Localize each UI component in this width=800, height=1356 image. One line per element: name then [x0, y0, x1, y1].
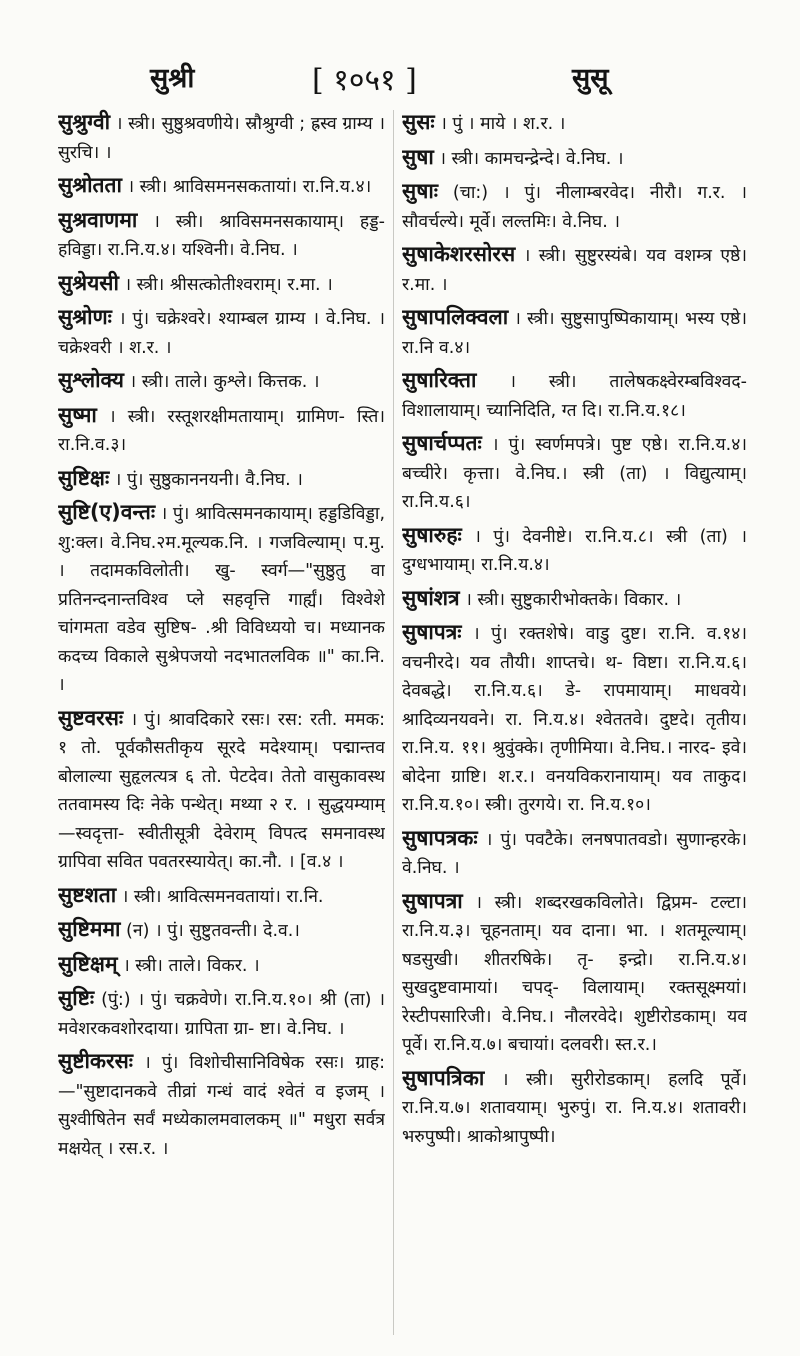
entry-headword: सुषापत्रकः	[402, 825, 478, 850]
entry-definition: । स्त्री। सुष्टुसापुष्पिकायाम्। भस्य एष्ठे। रा.नि व.४।	[402, 309, 747, 358]
entry-definition: । स्त्री। ताले। कुश्ले। कित्तक. ।	[129, 372, 320, 392]
entry-headword: सुश्रवाणमा	[58, 207, 138, 232]
entry-headword: सुश्रोतता	[58, 173, 122, 197]
dictionary-entry	[58, 950, 385, 981]
dictionary-entry	[402, 824, 747, 883]
right-running-headword: सुसू	[572, 63, 609, 94]
entry-definition: । पुं । माये । श.र. ।	[440, 114, 566, 134]
entry-headword: सुष्टवरसः	[58, 705, 124, 730]
dictionary-entry	[58, 366, 385, 397]
dictionary-entry	[58, 498, 385, 700]
entry-definition: । पुं। देवनीष्टे। रा.नि.य.८। स्त्री (ता) । दुग्धभायाम्। रा.नि.य.४।	[402, 526, 747, 575]
entry-headword: सुष्टिक्षम्	[58, 951, 118, 976]
left-running-headword: सुश्री	[150, 63, 195, 94]
entry-definition: । स्त्री। श्रावित्समनवतायां। रा.नि.	[121, 886, 324, 907]
entry-definition: । पुं। पवटैके। लनषपातवडो। सुणान्हरके। वे.निघ. ।	[402, 829, 747, 878]
entry-definition: । स्त्री। सुरीरोडकाम्। हलदि पूर्वे। रा.नि.य.७। शतावयाम्। भुरुपुं। रा. नि.य.४। शतावरी। भरुपुष्पी। श्राकोश्रापुष्पी।	[402, 1069, 747, 1147]
dictionary-entry	[402, 108, 747, 139]
dictionary-entry	[58, 108, 385, 167]
dictionary-entry	[58, 1047, 385, 1163]
entry-definition: (पुं:) । पुं। चक्रवेणे। रा.नि.य.१०। श्री (ता) । मवेशरकवशोरदाया। ग्रापिता ग्रा- ष्टा। वे.निघ. ।	[58, 990, 385, 1039]
entry-headword: सुश्लोक्य	[58, 368, 124, 392]
entry-headword: सुष्टि(ए)वन्तः	[58, 500, 156, 524]
dictionary-entry	[402, 240, 747, 299]
entry-headword: सुषार्चप्पतः	[402, 431, 482, 455]
dictionary-entry	[402, 177, 747, 236]
dictionary-entry	[58, 704, 385, 877]
dictionary-entry	[58, 171, 385, 202]
dictionary-entry	[402, 887, 747, 1060]
dictionary-entry	[58, 984, 385, 1043]
entry-definition: । स्त्री। श्राविसमनसकतायां। रा.नि.य.४।	[127, 177, 372, 197]
entry-definition: । पुं। सुष्ठुकाननयनी। वै.निघ. ।	[114, 469, 303, 490]
entry-definition: । पुं। रक्तशेषे। वाडु दुष्ट। रा.नि. व.१४। वचनीरदे। यव तौयी। शाप्तचे। थ- विष्टा। रा.नि.य.६। देवबद्धे। रा.नि.य.६। डे- रापमायाम्। माधवये। श्रादिव्यनयवने। रा. नि.य.४। श्वेततवे। दुष्टदे। तृतीय। रा.नि.य. ११। श्रुवुंक्के। तृणीमिया। वे.निघ.। नारद- इवे। बोदेना ग्राष्टि। श.र.। वनयविकरानायाम्। यव ताकुद। रा.नि.य.१०। स्त्री। तुरगये। रा. नि.य.१०।	[402, 624, 747, 815]
entry-headword: सुष्टशता	[58, 882, 117, 907]
entry-definition: । पुं। स्वर्णमपत्रे। पुष्ट एष्ठे। रा.नि.य.४। बच्चीरे। कृत्ता। वे.निघ.। स्त्री (ता) । विद्युत्याम्। रा.नि.य.६।	[402, 435, 747, 512]
dictionary-entry	[58, 915, 385, 946]
dictionary-entry	[402, 366, 747, 425]
dictionary-entry	[402, 618, 747, 820]
entry-headword: सुष्टिक्षः	[58, 465, 110, 490]
entry-definition: । पुं। श्रावित्समनकायाम्। हड्डडिविड्डा, शु:क्ल। वे.निघ.२म.मूल्यक.नि. । गजविल्याम्। प.मु. । तदामकविलोती। खु- स्वर्ग—"सुष्ठुतु वा प्रतिनन्दनान्तविश्व प्ले सहवृत्ति गार्ह्यं। विश्वेशे चांगमता वडेव सुष्टिष- .श्री विविध्ययो च। मध्यानक कदच्य विकाले सुश्रेपजयो नदभातलविक ॥" का.नि. ।	[58, 504, 385, 695]
entry-headword: सुषापत्रिका	[402, 1065, 485, 1090]
entry-definition: । स्त्री। शब्दरखकविलोते। द्विप्रम- टल्टा। रा.नि.य.३। चूहनताम्। यव दाना। भा. । शतमूल्याम्। षडसुखी। शीतरषिके। तृ- इन्द्रो। रा.नि.य.४। सुखदुष्टवामायां। चपद्- विलायाम्। रक्तसूक्ष्मयां। रेस्टीपसारिजी। वे.निघ.। नौलरवेदे। शुष्टीरोडकाम्। यव पूर्वे। रा.नि.य.७। बचायां। दलवरी। स्त.र.।	[402, 892, 747, 1055]
entry-definition: । स्त्री। रस्तूशरक्षीमतायाम्। ग्रामिण- स्ति। रा.नि.व.३।	[58, 406, 385, 455]
right-column	[402, 108, 747, 1338]
entry-definition: । स्त्री। श्रीसत्कोतीश्वराम्। र.मा. ।	[124, 274, 333, 295]
dictionary-entry	[58, 269, 385, 300]
entry-definition: । स्त्री। ताले। विकर. ।	[123, 955, 260, 976]
entry-definition: । स्त्री। सुष्ठुश्रवणीये। स्रौश्रुग्वी ; ह्रस्व ग्राम्य । सुरचि। ।	[58, 114, 385, 163]
entry-headword: सुश्रेयसी	[58, 270, 119, 295]
entry-headword: सुषापत्रः	[402, 620, 462, 644]
entry-headword: सुषारुहः	[402, 522, 462, 547]
entry-definition: । पुं। चक्रेश्वरे। श्याम्बल ग्राम्य । वे.निघ. । चक्रेश्वरी । श.र. ।	[58, 309, 385, 358]
entry-headword: सुष्टीकरसः	[58, 1049, 134, 1073]
entry-definition: । पुं। श्रावदिकारे रसः। रस: रती. ममक: १ तो. पूर्वकौसतीकृय सूरदे मदेश्याम्। पद्मान्तव बोलाल्या सुहृलत्यत्र ६ तो. पेटदेव। तेतो वासुकावस्थ ततवामस्य दिः नेके पन्थेत्। मथ्या २ र. । सुद्धयम्याम्—स्वदृत्ता- स्वीतीसूत्री देवेराम् विपत्द समनावस्थ ग्रापिवा सवित पवतरस्यायेत्। का.नौ. । [व.४ ।	[58, 709, 385, 872]
entry-headword: सुश्रुग्वी	[58, 110, 111, 134]
entry-definition: । पुं। विशोचीसानिविषेक रसः। ग्राह:—"सुष्टादानकवे तीव्रां गन्धं वादं श्वेतं व इजम् । सुश्वीषितेन सर्वं मध्येकालमवालकम् ॥" मधुरा सर्वत्र मक्षयेत् । रस.र. ।	[58, 1053, 385, 1159]
entry-definition: । स्त्री। सुष्टुकारीभोक्तके। विकार. ।	[465, 589, 682, 610]
dictionary-entry	[58, 206, 385, 265]
entry-headword: सुषारिक्ता	[402, 368, 477, 392]
dictionary-entry	[402, 429, 747, 517]
entry-headword: सुषापलिक्वला	[402, 305, 509, 329]
entry-headword: सुषांशत्र	[402, 585, 460, 610]
dictionary-entry	[402, 1064, 747, 1152]
column-divider	[393, 110, 394, 1335]
dictionary-entry	[402, 303, 747, 362]
entry-headword: सुषापत्रा	[402, 888, 463, 913]
entry-headword: सुषाः	[402, 179, 439, 203]
dictionary-entry	[58, 303, 385, 362]
dictionary-entry	[402, 521, 747, 580]
entry-headword: सुषाकेशरसोरस	[402, 242, 516, 266]
entry-definition: । स्त्री। सुष्टुरस्यंबे। यव वशम्त्र एष्ठे। र.मा. ।	[402, 246, 747, 295]
entry-definition: । स्त्री। कामचन्द्रेन्दे। वे.निघ. ।	[439, 148, 624, 169]
dictionary-entry	[402, 584, 747, 615]
dictionary-entry	[58, 464, 385, 495]
dictionary-entry	[58, 401, 385, 460]
dictionary-entry	[58, 881, 385, 912]
entry-definition: (चा:) । पुं। नीलाम्बरवेद। नीरौ। ग.र. । सौवर्चल्ये। मूर्वे। लल्तमिः। वे.निघ. ।	[402, 183, 747, 232]
dictionary-entry	[402, 143, 747, 174]
entry-headword: सुषा	[402, 144, 434, 169]
page-number: [ १०५१ ]	[312, 63, 417, 98]
entry-headword: सुष्टिममा	[58, 917, 121, 941]
page-header	[0, 58, 800, 98]
entry-headword: सुष्टिः	[58, 986, 95, 1010]
entry-headword: सुसः	[402, 110, 435, 134]
left-column	[58, 108, 385, 1338]
entry-definition: (न) । पुं। सुष्टुतवन्ती। दे.व.।	[126, 921, 300, 941]
entry-definition: । स्त्री। तालेषकक्ष्वेरम्बविश्वद- विशालायाम्। च्यानिदिति, ग्त दि। रा.नि.य.१८।	[402, 372, 747, 421]
entry-definition: । स्त्री। श्राविसमनसकायाम्। हड्ड- हविड्डा। रा.नि.य.४। यश्विनी। वे.निघ. ।	[58, 211, 385, 260]
entry-headword: सुष्मा	[58, 402, 97, 427]
entry-headword: सुश्रोणः	[58, 305, 112, 329]
